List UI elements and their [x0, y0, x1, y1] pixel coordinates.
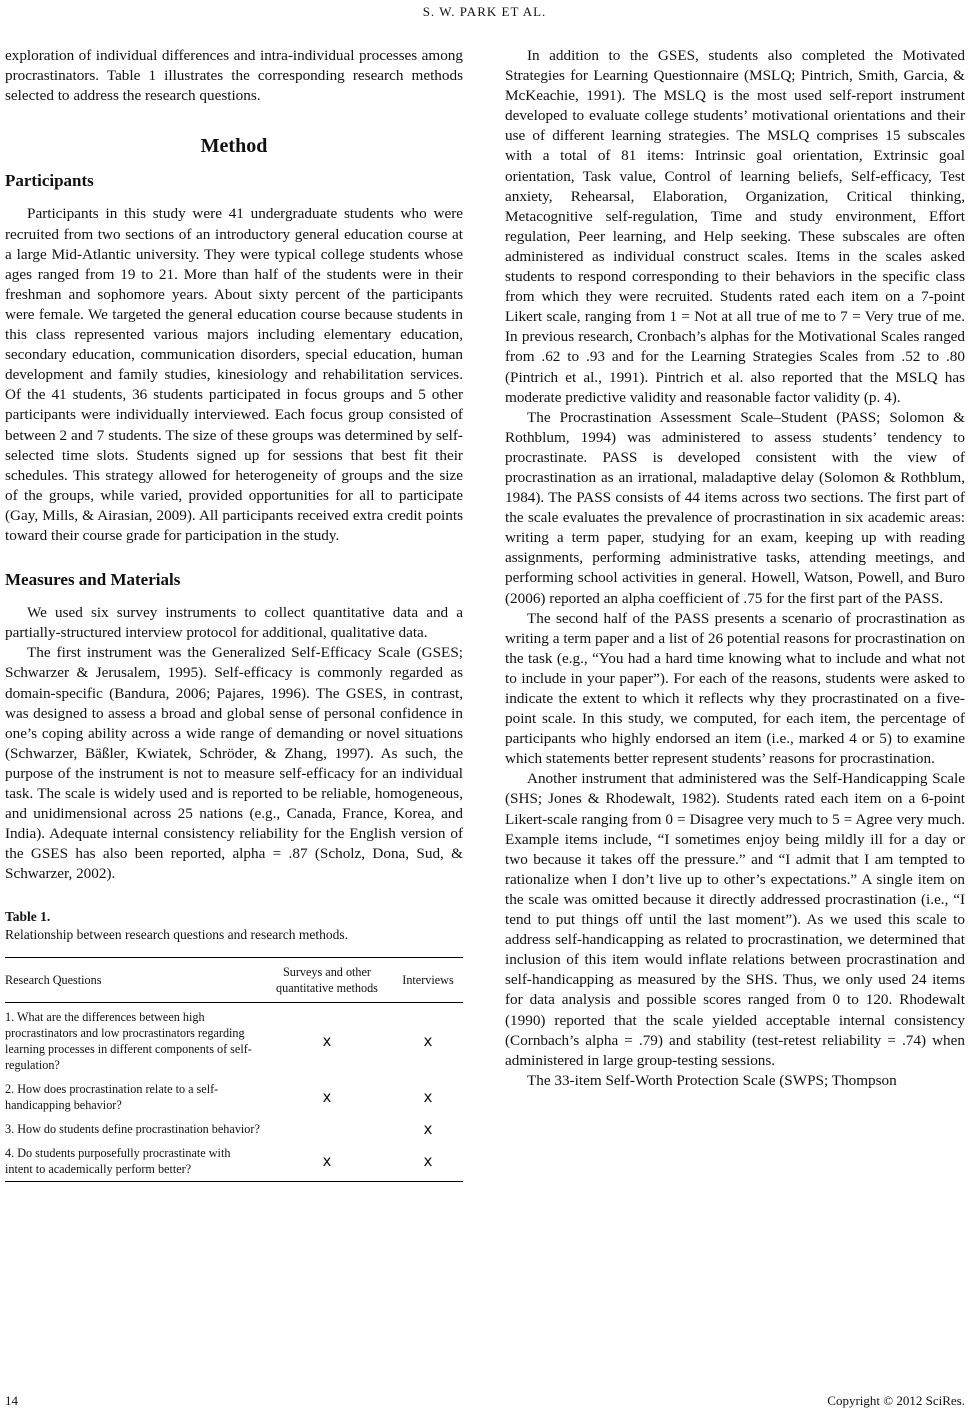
mslq-paragraph: In addition to the GSES, students also completed the Motivated Strategies for Learning Questionnaire (MSLQ; Pintrich, Smith, Garcia, & McKeachie, 1991). The MSLQ is the most used self-report instrument developed to evaluate college students’ motivational orientations and their use of different learning strategies. The MSLQ comprises 15 subscales with a total of 81 items: Intrinsic goal orientation, Extrinsic goal orientation, Task value, Control of learning beliefs, Self-efficacy, Test anxiety, Rehearsal, Elaboration, Organization, Critical thinking, Metacognitive self-regulation, Time and study environment, Effort regulation, Peer learning, and Help seeking. These subscales are often administered as individual construct scales. Items in the scales asked students to respond corresponding to their behaviors in the specific class from which they were recruited. Students rated each item on a 7-point Likert scale, ranging from 1 = Not at all true of me to 7 = Very true of me. In previous research, Cronbach’s alphas for the Motivational Scales ranged from .62 to .93 and for the Learning Strategies Scales from .52 to .80 (Pintrich et al., 1991). Pintrich et al. also reported that the MSLQ has moderate predictive validity and reasonable factor validity (p. 4). — [505, 47, 965, 406]
header-interviews: Interviews — [402, 973, 454, 988]
survey-mark: x — [322, 1152, 332, 1171]
question-cell: 2. How does procrastination relate to a self-handicapping behavior? — [5, 1082, 219, 1113]
table-caption: Relationship between research questions and research methods. — [5, 927, 349, 943]
question-cell: 1. What are the differences between high procrastinators and low procrastinators regarding learning processes in different components of self-regulation? — [5, 1010, 252, 1073]
table-label: Table 1. — [5, 909, 51, 925]
table-row — [5, 1077, 463, 1117]
interview-mark: x — [423, 1088, 433, 1107]
table-row — [5, 1141, 463, 1182]
pass-paragraph: The Procrastination Assessment Scale–Student (PASS; Solomon & Rothblum, 1994) was administered to assess students’ tendency to procrastinate. PASS is developed consistent with the view of procrastination as an irrational, maladaptive delay (Solomon & Rothblum, 1984). The PASS consists of 44 items across two sections. The first part of the scale evaluates the prevalence of procrastination in six academic areas: writing a term paper, studying for an exam, keeping up with reading assignments, performing administrative tasks, attending meetings, and performing school activities in general. Howell, Watson, Powell, and Buro (2006) reported an alpha coefficient of .75 for the first part of the PASS. — [505, 408, 965, 607]
survey-mark — [261, 1117, 393, 1141]
running-header: S. W. PARK ET AL. — [422, 4, 547, 19]
left-column — [5, 46, 463, 1182]
interview-mark: x — [423, 1152, 433, 1171]
header-research-questions: Research Questions — [5, 973, 102, 988]
table-caption-block — [5, 908, 463, 944]
page-number: 14 — [5, 1393, 18, 1408]
table-header-row — [5, 958, 463, 1003]
table-row — [5, 1003, 463, 1078]
participants-paragraph: Participants in this study were 41 undergraduate students who were recruited from two sections of an introductory general education course at a large Mid-Atlantic university. They were typical college students whose ages ranged from 19 to 21. More than half of the students were in their freshman and sophomore years. About sixty percent of the participants were female. We targeted the general education course because students in this class represented various majors including elementary education, secondary education, communication disorders, special education, human development and family studies, kinesiology and rehabilitation services. Of the 41 students, 36 students participated in focus groups and 5 other participants were individually interviewed. Each focus group consisted of between 2 and 7 students. The size of these groups was determined by self-selected time slots. Students signed up for sessions that best fit their schedules. This strategy allowed for heterogeneity of groups and the size of the groups, while varied, provided opportunities for all to participate (Gay, Mills, & Airasian, 2009). All participants received extra credit points toward their course grade for participation in the study. — [5, 205, 463, 544]
measures-heading: Measures and Materials — [5, 570, 181, 590]
swps-paragraph: The 33-item Self-Worth Protection Scale (SWPS; Thompson — [527, 1071, 897, 1089]
interview-mark: x — [423, 1120, 433, 1139]
pass-second-half-paragraph: The second half of the PASS presents a scenario of procrastination as writing a term paper and a list of 26 potential reasons for procrastination on the task (e.g., “You had a hard time knowing what to include and what not to include in your paper”). For each of the reasons, students were asked to indicate the extent to which it reflects why they procrastinated on a five-point scale. In this study, we computed, for each item, the percentage of participants who highly endorsed an item (i.e., marked 4 or 5) to examine which statements better represent students’ reasons for procrastination. — [505, 609, 965, 768]
survey-mark: x — [322, 1032, 332, 1051]
research-methods-table — [5, 957, 463, 1182]
method-heading: Method — [200, 135, 268, 158]
right-column — [505, 46, 965, 1091]
interview-mark: x — [423, 1032, 433, 1051]
intro-paragraph: exploration of individual differences and intra-individual processes among procrastinators. Table 1 illustrates the corresponding research methods selected to address the research questions. — [5, 47, 463, 105]
question-cell: 4. Do students purposefully procrastinate with intent to academically perform better? — [5, 1146, 231, 1177]
header-surveys: Surveys and other quantitative methods — [276, 965, 378, 996]
measures-paragraph-1: We used six survey instruments to collect quantitative data and a partially-structured interview protocol for additional, qualitative data. — [5, 604, 463, 642]
question-cell: 3. How do students define procrastination behavior? — [5, 1122, 260, 1137]
shs-paragraph: Another instrument that administered was the Self-Handicapping Scale (SHS; Jones & Rhodewalt, 1982). Students rated each item on a 6-point Likert-scale ranging from 0 = Disagree very much to 5 = Agree very much. Example items include, “I sometimes enjoy being mildly ill for a day or two because it takes off the pressure.” and “I admit that I am tempted to rationalize when I don’t live up to other’s expectations.” A single item on the scale was omitted because it directly addressed procrastination (i.e., “I tend to put things off until the last moment”). As we used this scale to address self-handicapping as related to procrastination, we determined that inclusion of this item would inflate relations between procrastination and self-handicapping as measured by the SHS. Thus, we only used 24 items for data analysis and possible scores ranged from 0 to 120. Rhodewalt (1990) reported that the scale yielded acceptable internal consistency (Cornbach’s alpha = .79) and stability (test-retest reliability = .74) when administered in large group-testing sessions. — [505, 770, 965, 1069]
measures-paragraph-2: The first instrument was the Generalized Self-Efficacy Scale (GSES; Schwarzer & Jerusalem, 1995). Self-efficacy is commonly regarded as domain-specific (Bandura, 2006; Pajares, 1996). The GSES, in contrast, was designed to assess a broad and global sense of personal confidence in one’s coping ability across a wide range of demanding or novel situations (Schwarzer, Bäßler, Kwiatek, Schröder, & Zhang, 1997). As such, the purpose of the instrument is not to measure self-efficacy for an individual task. The scale is widely used and is reported to be reliable, homogeneous, and unidimensional across 25 nations (e.g., Canada, France, Korea, and India). Adequate internal consistency reliability for the English version of the GSES has also been reported, alpha = .87 (Scholz, Dona, Sud, & Schwarzer, 2002). — [5, 644, 463, 883]
table-row — [5, 1117, 463, 1141]
survey-mark: x — [322, 1088, 332, 1107]
copyright: Copyright © 2012 SciRes. — [827, 1393, 965, 1408]
participants-heading: Participants — [5, 171, 94, 191]
